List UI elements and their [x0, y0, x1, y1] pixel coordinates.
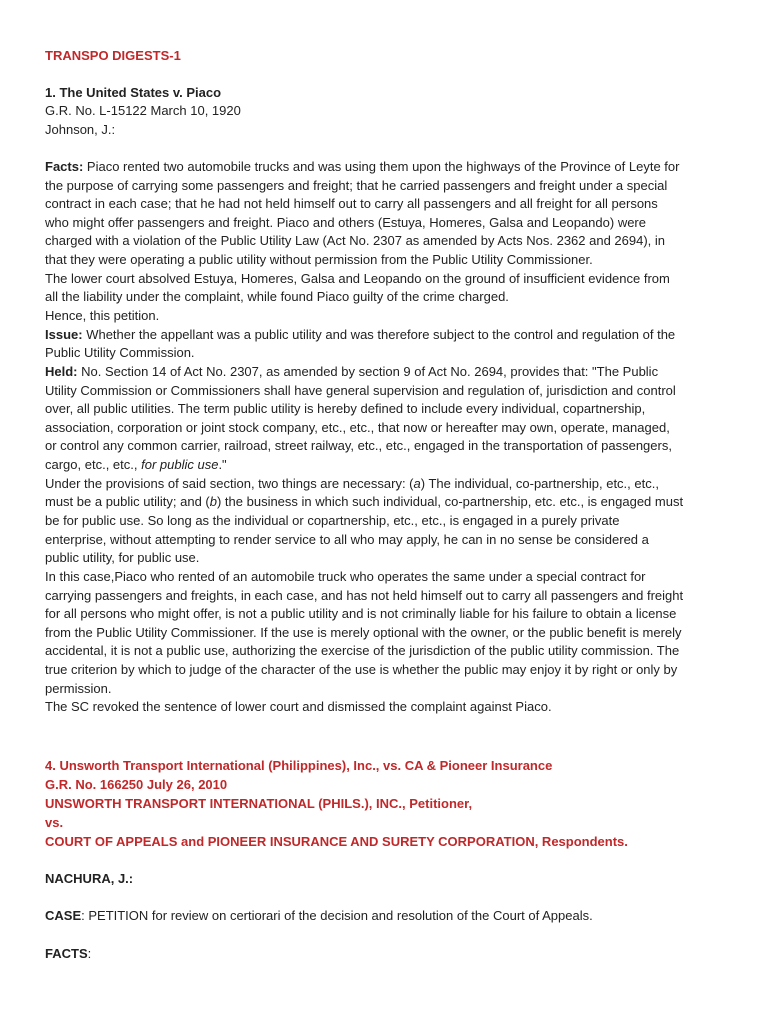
case1-gr: G.R. No. L-15122 March 10, 1920 — [45, 103, 241, 118]
case4-gr: G.R. No. 166250 July 26, 2010 — [45, 777, 228, 792]
case1-issue-line-1: Public Utility Commission. — [45, 345, 195, 360]
doc-title: TRANSPO DIGESTS-1 — [45, 48, 181, 63]
case1-held-line-4: or control any common carrier, railroad, street railway, etc., etc., engaged in the transportation of passengers, — [45, 438, 672, 453]
case1-facts-line-8: Hence, this petition. — [45, 308, 160, 323]
case4-facts-heading: FACTS: — [45, 946, 92, 961]
case1-facts-line-7: all the liability under the complaint, while found Piaco guilty of the crime charged. — [45, 289, 509, 304]
case1-held-line-5: cargo, etc., etc., for public use." — [45, 457, 227, 472]
case-label: CASE — [45, 908, 82, 923]
case1-issue-line-0: Issue: Whether the appellant was a public utility and was therefore subject to the control and regulation of the — [45, 327, 676, 342]
case1-ruling-line-0: In this case,Piaco who rented of an automobile truck who operates the same under a special contract for — [45, 569, 646, 584]
case1-facts-line-2: contract in each case; that he had not held himself out to carry all passengers and all freight for all persons — [45, 196, 658, 211]
case4-vs: vs. — [45, 815, 64, 830]
facts-label: Facts: — [45, 159, 84, 174]
case1-ruling-line-3: from the Public Utility Commissioner. If the use is merely optional with the owner, or the public benefit is merely — [45, 625, 682, 640]
case1-provisions-line-1: must be a public utility; and (b) the business in which such individual, co-partnership, etc. etc., is engaged must — [45, 494, 684, 509]
case1-ponente: Johnson, J.: — [45, 122, 116, 137]
case1-held-line-2: over, all public utilities. The term public utility is hereby defined to include every individual, copartnership, — [45, 401, 646, 416]
case1-ruling-line-2: for all persons who might offer, is not a public utility and is not criminally liable for his failure to obtain a license — [45, 606, 677, 621]
case4-ponente: NACHURA, J.: — [45, 871, 134, 886]
case4-case-line: CASE: PETITION for review on certiorari of the decision and resolution of the Court of Appeals. — [45, 908, 593, 923]
case1-facts-line-4: charged with a violation of the Public Utility Law (Act No. 2307 as amended by Acts Nos. 2362 and 2694), in — [45, 233, 666, 248]
case1-ruling-line-6: permission. — [45, 681, 112, 696]
case1-ruling-line-4: accidental, it is not a public use, authorizing the exercise of the jurisdiction of the public utility commission. The — [45, 643, 680, 658]
case1-facts-line-5: that they were operating a public utility without permission from the Public Utility Commissioner. — [45, 252, 593, 267]
case1-title: 1. The United States v. Piaco — [45, 85, 222, 100]
case1-ruling-line-1: carrying passengers and freights, in each case, and has not held himself out to carry all passengers and freight — [45, 588, 684, 603]
case1-facts-line-3: who might offer passengers and freight. Piaco and others (Estuya, Homeres, Galsa and Leopando) were — [45, 215, 646, 230]
case1-provisions-line-4: public utility, for public use. — [45, 550, 200, 565]
case1-provisions-line-0: Under the provisions of said section, two things are necessary: (a) The individual, co-partnership, etc., etc., — [45, 476, 659, 491]
facts-heading-label: FACTS — [45, 946, 88, 961]
case1-held-line-0: Held: No. Section 14 of Act No. 2307, as amended by section 9 of Act No. 2694, provides that: "The Public — [45, 364, 659, 379]
case1-held-line-1: Utility Commission or Commissioners shall have general supervision and regulation of, jurisdiction and control — [45, 383, 676, 398]
held-label: Held: — [45, 364, 78, 379]
case1-facts-line-6: The lower court absolved Estuya, Homeres, Galsa and Leopando on the ground of insufficient evidence from — [45, 271, 670, 286]
case4-title: 4. Unsworth Transport International (Philippines), Inc., vs. CA & Pioneer Insurance — [45, 758, 553, 773]
case1-provisions-line-2: be for public use. So long as the individual or copartnership, etc., etc., is engaged in a purely private — [45, 513, 620, 528]
case1-provisions-line-3: enterprise, without attempting to render service to all who may apply, he can in no sense be considered a — [45, 532, 649, 547]
issue-label: Issue: — [45, 327, 83, 342]
case1-ruling-line-7: The SC revoked the sentence of lower court and dismissed the complaint against Piaco. — [45, 699, 552, 714]
case1-facts-line-0: Facts: Piaco rented two automobile trucks and was using them upon the highways of the Province of Leyte for — [45, 159, 680, 174]
case1-facts-line-1: the purpose of carrying some passengers and freight; that he carried passengers and freight under a special — [45, 178, 668, 193]
case4-petitioner: UNSWORTH TRANSPORT INTERNATIONAL (PHILS.), INC., Petitioner, — [45, 796, 473, 811]
case1-held-line-3: association, corporation or joint stock company, etc., etc., that now or hereafter may own, operate, managed, — [45, 420, 670, 435]
case1-ruling-line-5: true criterion by which to judge of the character of the use is whether the public may enjoy it by right or only by — [45, 662, 678, 677]
case4-respondents: COURT OF APPEALS and PIONEER INSURANCE AND SURETY CORPORATION, Respondents. — [45, 834, 628, 849]
